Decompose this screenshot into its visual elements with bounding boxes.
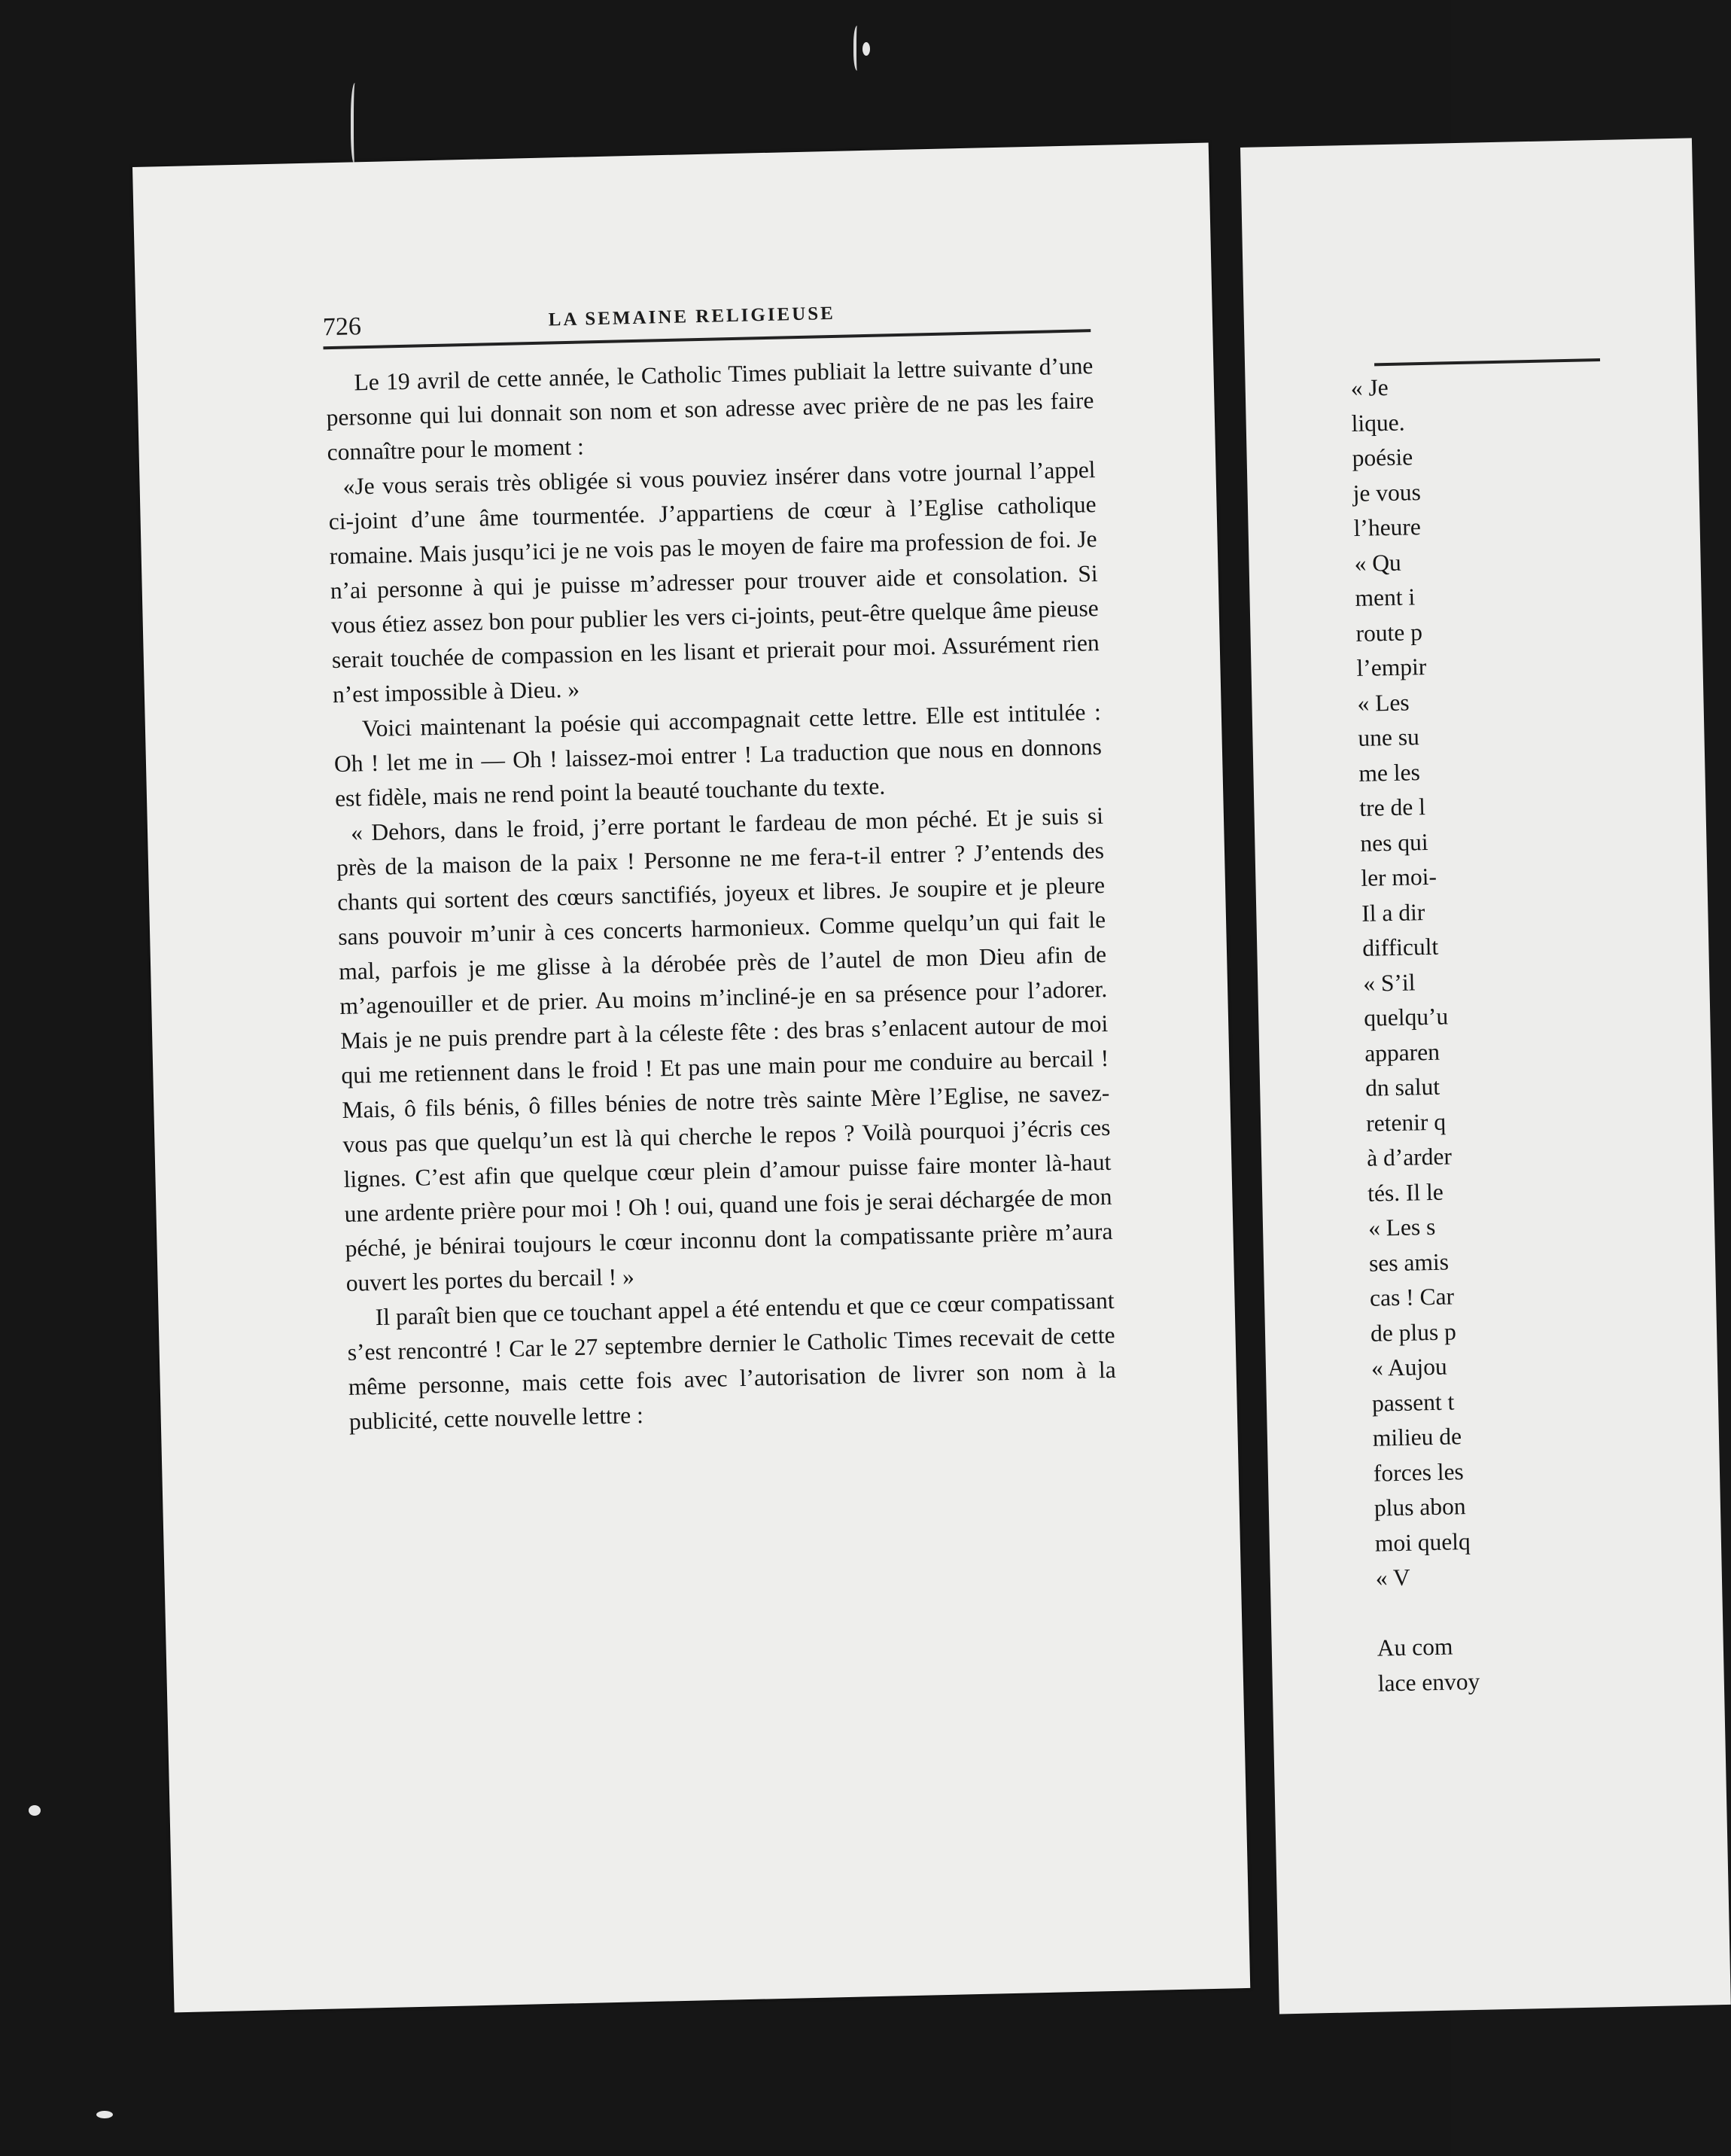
text-line: « Aujou bbox=[1371, 1353, 1447, 1381]
text-line: cas ! Car bbox=[1369, 1283, 1455, 1311]
page-body bbox=[325, 349, 1117, 1439]
film-speck bbox=[862, 42, 870, 56]
text-line: « Qu bbox=[1354, 549, 1402, 577]
text-line: « Les s bbox=[1367, 1213, 1436, 1241]
text-line bbox=[1376, 1593, 1527, 1631]
text-line: ment i bbox=[1355, 583, 1416, 611]
running-title: LA SEMAINE RELIGIEUSE bbox=[548, 303, 836, 330]
book-page bbox=[132, 143, 1250, 2013]
page-header bbox=[322, 296, 1091, 349]
text-line: retenir q bbox=[1365, 1108, 1447, 1137]
film-scratch bbox=[853, 26, 862, 71]
text-line: quelqu’u bbox=[1363, 1003, 1449, 1031]
text-line: tre de l bbox=[1359, 793, 1426, 821]
paragraph: « Dehors, dans le froid, j’erre portant le fardeau de mon péché. Et je suis si près de la maison de la paix ! Personne ne me fera-t-il entrer ? J’entends des chants qui sortent des cœurs sanctifiés, joyeux et libres. Je soupire et je pleure sans pouvoir m’unir à ces concerts harmonieux. Comme quelqu’un qui fait le mal, parfois je me glisse à la dérobée près de l’autel de mon Dieu afin de m’agenouiller et de prier. Au moins m’incliné-je en sa présence pour l’adorer. Mais je ne puis prendre part à la céleste fête : des bras s’enlacent autour de moi qui me retiennent dans le froid ! Et pas une main pour me conduire au bercail ! Mais, ô fils bénis, ô filles bénies de notre très sainte Mère l’Eglise, ne savez-vous pas que quelqu’un est là qui cherche le repos ? Voilà pourquoi j’écris ces lignes. C’est afin que quelque cœur plein d’amour puisse faire monter là-haut une ardente prière pour moi ! Oh ! oui, quand une fois je serai déchargée de mon péché, je bénirai toujours le cœur inconnu dont la compatissante prière m’aura ouvert les portes du bercail ! » bbox=[336, 802, 1113, 1296]
text-line: apparen bbox=[1364, 1038, 1440, 1067]
film-scratch bbox=[351, 83, 361, 166]
text-line: milieu de bbox=[1372, 1423, 1462, 1451]
text-line: Au com bbox=[1377, 1633, 1453, 1661]
text-line: nes qui bbox=[1360, 828, 1428, 857]
page-number: 726 bbox=[322, 312, 362, 342]
text-line: ler moi- bbox=[1360, 863, 1437, 891]
facing-page-text bbox=[1350, 368, 1529, 1701]
text-line: tés. Il le bbox=[1367, 1178, 1444, 1207]
text-line: lique. bbox=[1351, 409, 1405, 437]
text-line: une su bbox=[1358, 723, 1420, 751]
text-line: forces les bbox=[1373, 1457, 1465, 1487]
paragraph: Voici maintenant la poésie qui accompagnait cette lettre. Elle est intitulée : Oh ! let me in — Oh ! laissez-moi entrer ! La traduction que nous en donnons est fidèle, mais ne rend point la beauté touchante du texte. bbox=[333, 698, 1103, 812]
text-line: « V bbox=[1375, 1564, 1411, 1591]
text-line: « Je bbox=[1350, 373, 1389, 401]
text-line: route p bbox=[1355, 618, 1423, 647]
text-line: ses amis bbox=[1368, 1248, 1450, 1277]
text-line: « Les bbox=[1357, 688, 1410, 717]
text-line: je vous bbox=[1352, 478, 1422, 507]
text-line: l’empir bbox=[1356, 653, 1427, 681]
text-line: passent t bbox=[1371, 1387, 1455, 1417]
paragraph: «Je vous serais très obligée si vous pouviez insérer dans votre journal l’appel ci-joint d’une âme tourmentée. J’appartiens de cœur à l’Eglise catholique romaine. Mais jusqu’ici je ne vois pas le moyen de faire ma profession de foi. Je n’ai personne à qui je puisse m’adresser pour trouver aide et consolation. Si vous étiez assez bon pour publier les vers ci-joints, peut-être quelque âme pieuse serait touchée de compassion en les lisant et prierait pour moi. Assurément rien n’est impossible à Dieu. » bbox=[328, 456, 1100, 708]
paragraph: Il paraît bien que ce touchant appel a été entendu et que ce cœur compatissant s’est rencontré ! Car le 27 septembre dernier le Catholic Times recevait de cette même personne, mais cette fois avec l’autorisation de livrer son nom à la publicité, cette nouvelle lettre : bbox=[347, 1287, 1116, 1435]
text-line: poésie bbox=[1352, 443, 1413, 471]
text-line: plus abon bbox=[1374, 1493, 1466, 1521]
text-line: me les bbox=[1358, 758, 1421, 787]
text-line: à d’arder bbox=[1366, 1143, 1453, 1171]
text-line: Il a dir bbox=[1361, 898, 1425, 927]
text-line: difficult bbox=[1361, 933, 1439, 961]
text-line: lace envoy bbox=[1377, 1667, 1480, 1697]
text-line: de plus p bbox=[1370, 1317, 1457, 1347]
film-speck bbox=[96, 2111, 113, 2118]
paragraph: Le 19 avril de cette année, le Catholic Times publiait la lettre suivante d’une personne qui lui donnait son nom et son adresse avec prière de ne pas les faire connaître pour le moment : bbox=[326, 352, 1094, 466]
text-line: « S’il bbox=[1362, 968, 1416, 997]
text-line: dn salut bbox=[1364, 1073, 1440, 1101]
film-speck bbox=[29, 1805, 41, 1816]
text-line: l’heure bbox=[1353, 513, 1422, 541]
text-line: moi quelq bbox=[1374, 1527, 1471, 1557]
facing-page bbox=[1240, 138, 1731, 2014]
facing-page-header-rule bbox=[1374, 358, 1600, 366]
